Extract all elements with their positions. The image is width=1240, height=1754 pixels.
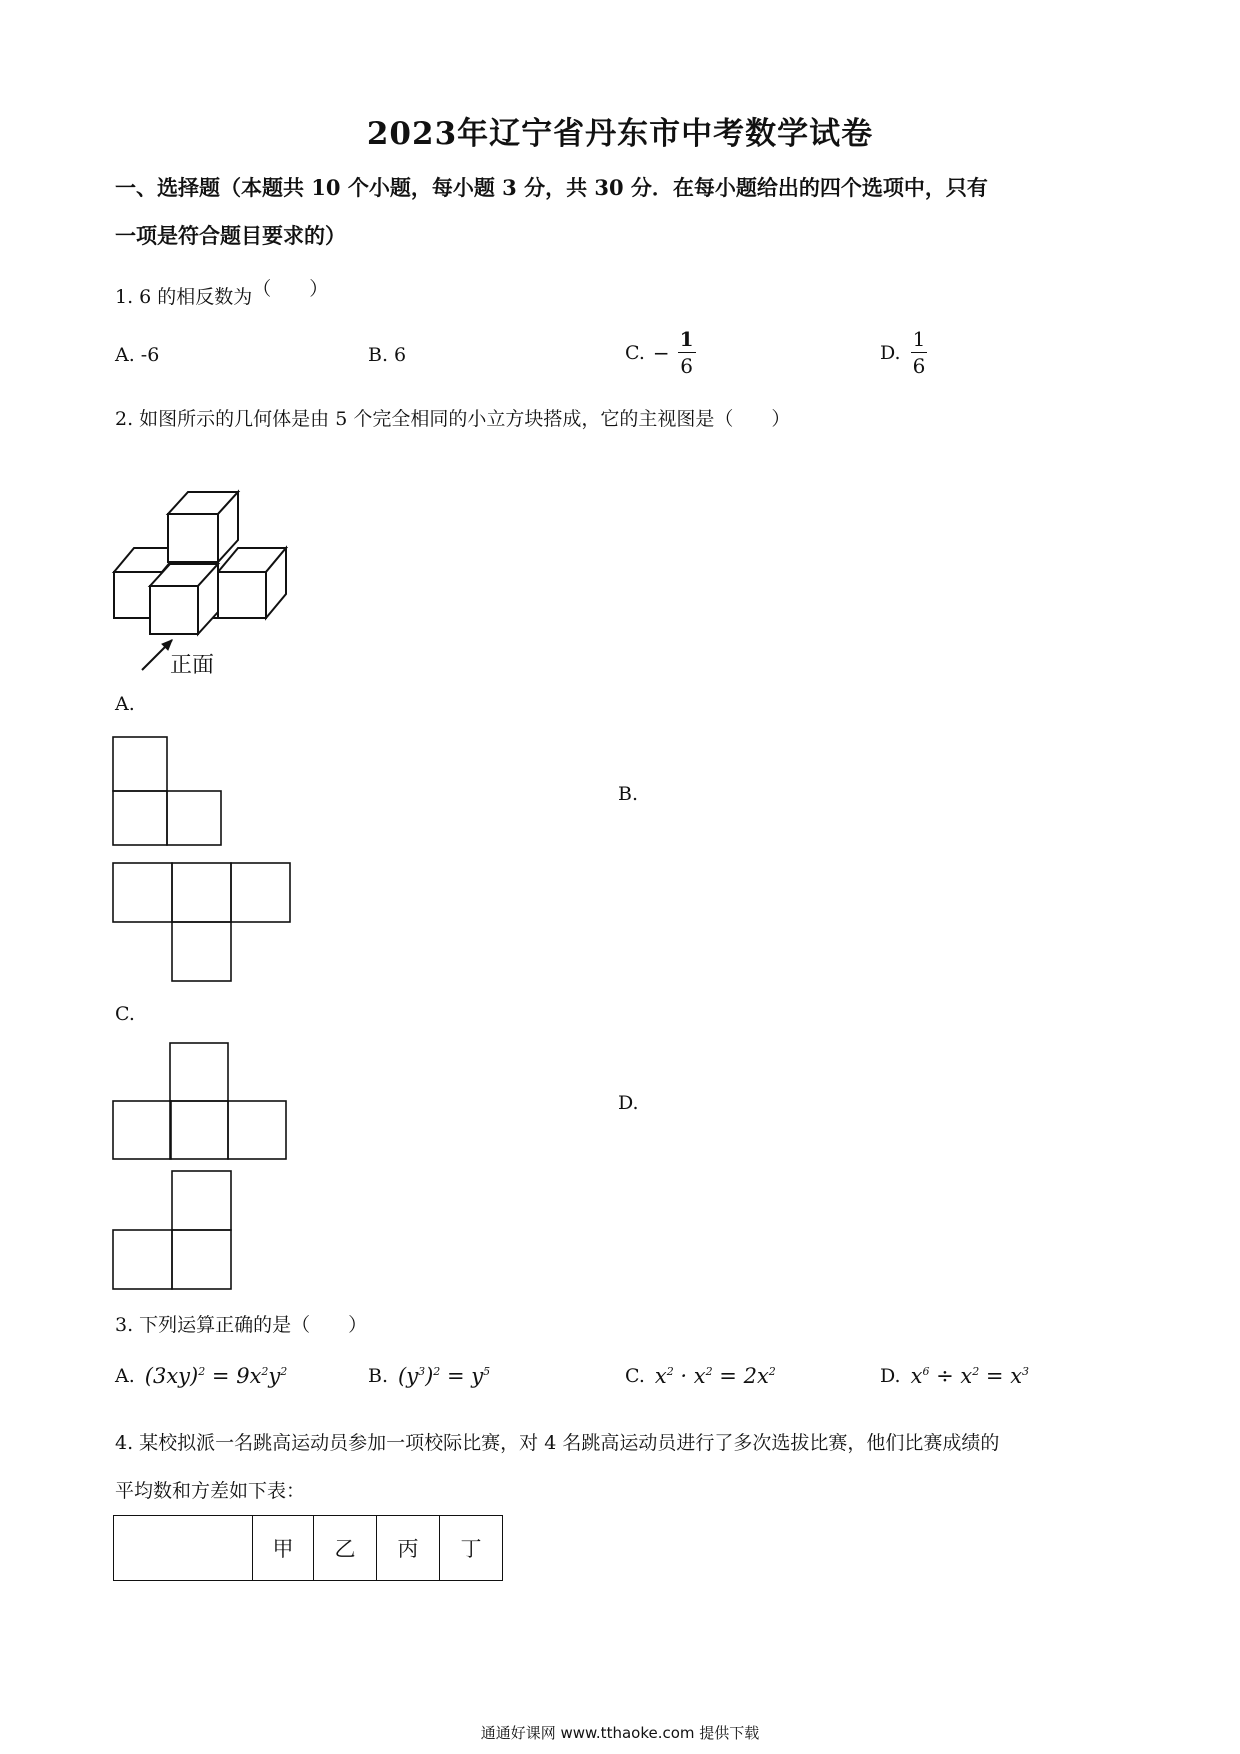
q1-option-d: [880, 326, 927, 379]
question-1-stem: 1. 6 的相反数为: [115, 286, 253, 308]
q1-option-c-label: C.: [625, 341, 645, 364]
q2-option-d-label: D.: [618, 1092, 639, 1114]
table-header-cell: 丙: [377, 1516, 440, 1581]
question-4-line1: 4. 某校拟派一名跳高运动员参加一项校际比赛，对 4 名跳高运动员进行了多次选拔比赛，他们比赛成绩的: [115, 1432, 1000, 1454]
square: [113, 863, 172, 922]
denominator: 6: [912, 354, 926, 378]
square: [113, 791, 167, 845]
cube-face: [168, 514, 218, 562]
footer-text: 通通好课网 www.tthaoke.com 提供下载: [480, 1724, 760, 1742]
page-title: 2023年辽宁省丹东市中考数学试卷: [366, 116, 874, 152]
q3-option-b-expression: $(y^3)^2 = y^5$: [398, 1364, 491, 1388]
q3-option-a: [115, 1364, 287, 1388]
table-row: [114, 1516, 503, 1581]
q1-option-a: A. -6: [115, 344, 160, 366]
square: [113, 1230, 172, 1289]
table-header-cell: [114, 1516, 253, 1581]
square: [231, 863, 290, 922]
q2-option-b-figure: [112, 862, 292, 984]
q1-option-d-label: D.: [880, 341, 901, 364]
table-header-cell: 乙: [314, 1516, 377, 1581]
square: [172, 1230, 231, 1289]
q3-option-c-expression: $x^2 \cdot x^2 = 2x^2$: [654, 1364, 776, 1388]
section-heading-line2: 一项是符合题目要求的）: [115, 223, 346, 248]
square: [172, 863, 231, 922]
q3-option-a-label: A.: [115, 1365, 135, 1387]
q2-option-a-label: A.: [115, 693, 135, 715]
q3-option-c: [625, 1364, 776, 1388]
q1-option-b: B. 6: [368, 344, 407, 366]
question-1: [115, 278, 329, 309]
q3-option-b-label: B.: [368, 1365, 389, 1387]
answer-blank: （ ）: [252, 278, 329, 300]
q3-option-d: [880, 1364, 1029, 1388]
fraction: [911, 326, 928, 379]
square: [167, 791, 221, 845]
numerator: 1: [912, 327, 926, 351]
q3-option-b: [368, 1364, 490, 1388]
q2-option-d-figure: [112, 1170, 236, 1294]
numerator: 1: [679, 327, 694, 351]
square: [113, 737, 167, 791]
q2-option-b-label: B.: [618, 783, 639, 805]
table-header-cell: 丁: [440, 1516, 503, 1581]
q2-option-c-label: C.: [115, 1003, 135, 1025]
q2-option-a-figure: [112, 736, 228, 848]
q1-option-c: [625, 326, 696, 379]
cube-face: [150, 586, 198, 634]
section-heading-line1: 一、选择题（本题共 10 个小题，每小题 3 分，共 30 分．在每小题给出的四个选项中，只有: [115, 175, 988, 200]
square: [113, 1101, 171, 1159]
table-header-cell: 甲: [253, 1516, 314, 1581]
square: [228, 1101, 286, 1159]
q3-option-c-label: C.: [625, 1365, 645, 1387]
q2-option-c-figure: [112, 1042, 290, 1162]
question-4-line2: 平均数和方差如下表：: [115, 1480, 306, 1502]
fraction: [678, 326, 696, 379]
question-2-stem: 2. 如图所示的几何体是由 5 个完全相同的小立方块搭成，它的主视图是（ ）: [115, 408, 791, 430]
minus-sign: −: [652, 340, 670, 365]
q3-option-d-expression: $x^6 \div x^2 = x^3$: [910, 1364, 1030, 1388]
square: [172, 1171, 231, 1230]
q3-option-d-label: D.: [880, 1365, 901, 1387]
scores-table: [113, 1515, 503, 1581]
denominator: 6: [680, 354, 693, 378]
question-3-stem: 3. 下列运算正确的是（ ）: [115, 1314, 368, 1336]
square: [170, 1101, 228, 1159]
square: [170, 1043, 228, 1101]
q3-option-a-expression: $(3xy)^2 = 9x^2y^2$: [144, 1364, 288, 1388]
cube-face: [218, 572, 266, 618]
front-label: 正面: [170, 653, 215, 678]
square: [172, 922, 231, 981]
